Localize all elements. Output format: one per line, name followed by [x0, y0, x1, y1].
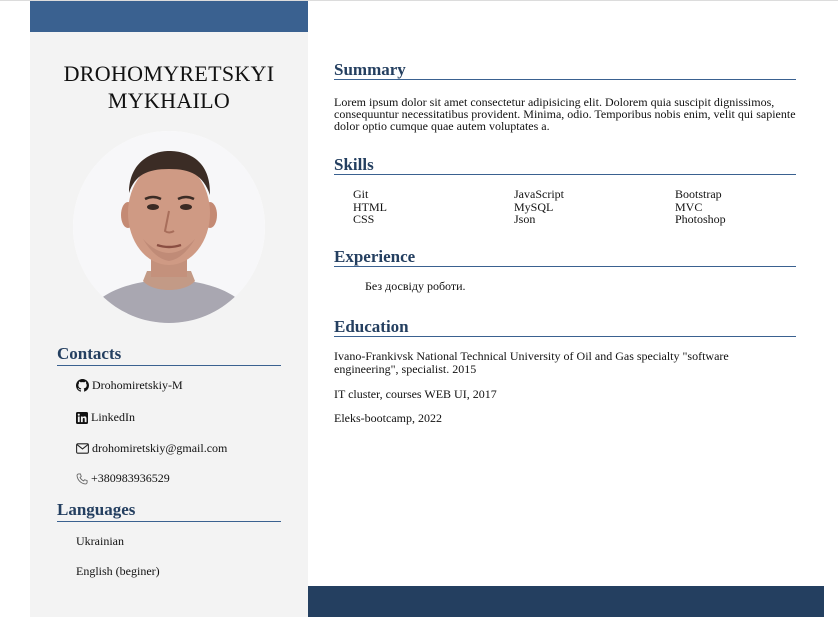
name-line-2: MYKHAILO: [107, 88, 231, 113]
profile-photo: [73, 131, 265, 323]
skills-list: [353, 188, 823, 226]
summary-text: Lorem ipsum dolor sit amet consectetur adipisicing elit. Dolorem quia suscipit dignissimos, consequuntur necessitatibus provident. Minima, odio. Temporibus nobis enim, velit qui sapiente dolor optio cumque quae autem voluptates a.: [334, 95, 796, 133]
skill-item: MySQL: [514, 199, 554, 214]
github-link[interactable]: [76, 378, 183, 393]
phone-icon: [76, 473, 88, 485]
skill-item: Git: [353, 187, 369, 201]
person-name: [30, 60, 308, 114]
education-item: Ivano-Frankivsk National Technical University of Oil and Gas specialty "software engineering", specialist. 2015: [334, 349, 729, 376]
sidebar-top-accent-bar: [30, 1, 308, 32]
phone-label: +380983936529: [91, 471, 170, 485]
contacts-heading: Contacts: [57, 344, 281, 366]
summary-heading: Summary: [334, 60, 796, 80]
experience-text: Без досвіду роботи.: [365, 279, 466, 293]
education-item: IT cluster, courses WEB UI, 2017: [334, 387, 497, 401]
skill-item: Bootstrap: [675, 187, 722, 201]
language-item: English (beginer): [76, 564, 160, 578]
email-label: drohomiretskiy@gmail.com: [92, 441, 228, 455]
email-link[interactable]: [76, 441, 227, 456]
skill-item: MVC: [675, 199, 703, 214]
main-bottom-accent-bar: [308, 586, 824, 617]
linkedin-label: LinkedIn: [91, 410, 135, 424]
skill-item: CSS: [353, 212, 375, 226]
experience-heading: Experience: [334, 247, 796, 267]
github-icon: [76, 379, 89, 392]
skill-item: Json: [514, 212, 536, 226]
github-label: Drohomiretskiy-M: [92, 378, 183, 392]
phone-link[interactable]: [76, 471, 170, 486]
skill-item: Photoshop: [675, 212, 726, 226]
linkedin-icon: [76, 412, 88, 424]
resume-page: [30, 1, 824, 617]
linkedin-link[interactable]: [76, 410, 135, 425]
envelope-icon: [76, 443, 89, 454]
language-item: Ukrainian: [76, 534, 124, 548]
skills-heading: Skills: [334, 155, 796, 175]
education-item: Eleks-bootcamp, 2022: [334, 411, 442, 425]
languages-heading: Languages: [57, 500, 281, 522]
main-content: [308, 1, 824, 617]
education-heading: Education: [334, 317, 796, 337]
skill-item: HTML: [353, 199, 387, 214]
skill-item: JavaScript: [514, 187, 564, 201]
name-line-1: DROHOMYRETSKYI: [63, 61, 275, 86]
